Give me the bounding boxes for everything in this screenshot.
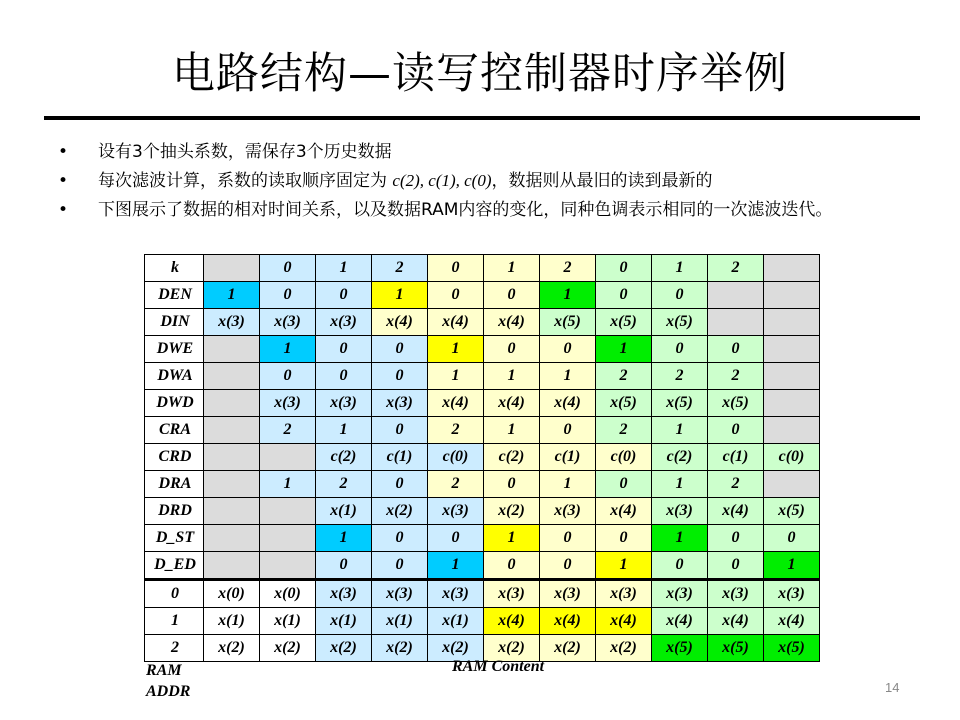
signal-cell: 2 (260, 417, 316, 444)
signal-label: D_ST (145, 525, 204, 552)
ram-cell: x(4) (652, 608, 708, 635)
signal-row (145, 282, 820, 309)
signal-cell (764, 363, 820, 390)
signal-cell: 1 (484, 525, 540, 552)
signal-cell: 1 (428, 552, 484, 580)
signal-cell (260, 525, 316, 552)
signal-row (145, 525, 820, 552)
signal-cell: x(5) (596, 309, 652, 336)
bullet-marker: • (58, 200, 69, 220)
signal-cell: x(3) (540, 498, 596, 525)
signal-row (145, 336, 820, 363)
ram-cell: x(1) (260, 608, 316, 635)
ram-cell: x(3) (708, 580, 764, 608)
signal-cell: c(0) (428, 444, 484, 471)
signal-label: DIN (145, 309, 204, 336)
signal-cell: 0 (260, 363, 316, 390)
bullet-list (56, 140, 896, 227)
signal-cell: 0 (260, 282, 316, 309)
signal-cell (764, 417, 820, 444)
signal-cell: 2 (596, 417, 652, 444)
ram-cell: x(3) (540, 580, 596, 608)
signal-cell (764, 255, 820, 282)
signal-cell: 1 (596, 552, 652, 580)
signal-cell: 1 (484, 417, 540, 444)
signal-cell: 0 (372, 471, 428, 498)
ram-cell: x(2) (428, 635, 484, 662)
signal-cell: 2 (652, 363, 708, 390)
signal-row (145, 255, 820, 282)
signal-cell: x(2) (372, 498, 428, 525)
ram-cell: x(0) (260, 580, 316, 608)
signal-cell: 2 (316, 471, 372, 498)
signal-cell: x(5) (596, 390, 652, 417)
signal-cell: c(2) (652, 444, 708, 471)
signal-cell: 1 (260, 336, 316, 363)
ram-cell: x(3) (484, 580, 540, 608)
signal-label: D_ED (145, 552, 204, 580)
signal-label: k (145, 255, 204, 282)
signal-cell: 0 (596, 282, 652, 309)
ram-addr-line-2: ADDR (146, 683, 191, 700)
signal-cell: c(1) (540, 444, 596, 471)
signal-label: DRA (145, 471, 204, 498)
ram-cell: x(0) (204, 580, 260, 608)
signal-cell: 0 (260, 255, 316, 282)
signal-cell: 1 (652, 471, 708, 498)
signal-cell: 1 (484, 255, 540, 282)
ram-cell: x(2) (596, 635, 652, 662)
signal-cell (764, 336, 820, 363)
signal-cell: x(4) (428, 390, 484, 417)
ram-row (145, 608, 820, 635)
signal-cell: 0 (484, 336, 540, 363)
ram-cell: x(5) (652, 635, 708, 662)
signal-label: CRD (145, 444, 204, 471)
ram-cell: x(5) (708, 635, 764, 662)
signal-cell: x(5) (708, 390, 764, 417)
ram-cell: x(2) (484, 635, 540, 662)
bullet-item (56, 198, 896, 222)
signal-label: DWA (145, 363, 204, 390)
signal-cell: 0 (540, 417, 596, 444)
signal-row (145, 363, 820, 390)
signal-cell: 2 (372, 255, 428, 282)
bullet-marker: • (58, 142, 69, 162)
signal-cell: 0 (708, 336, 764, 363)
signal-cell (260, 444, 316, 471)
signal-cell: 1 (204, 282, 260, 309)
ram-cell: x(3) (652, 580, 708, 608)
signal-row (145, 390, 820, 417)
signal-cell: 0 (540, 525, 596, 552)
signal-cell: 1 (372, 282, 428, 309)
signal-cell: 0 (428, 255, 484, 282)
signal-cell: 1 (540, 363, 596, 390)
signal-cell: 2 (708, 255, 764, 282)
signal-cell (204, 498, 260, 525)
ram-address-label: 2 (145, 635, 204, 662)
signal-cell: 0 (372, 336, 428, 363)
signal-cell: c(2) (484, 444, 540, 471)
signal-cell (204, 363, 260, 390)
signal-cell: x(3) (260, 309, 316, 336)
signal-cell: x(3) (652, 498, 708, 525)
signal-cell: 2 (708, 471, 764, 498)
signal-cell: x(4) (372, 309, 428, 336)
signal-cell: x(4) (708, 498, 764, 525)
signal-cell: 0 (372, 525, 428, 552)
signal-cell: c(0) (596, 444, 652, 471)
signal-cell: c(0) (764, 444, 820, 471)
signal-cell: 0 (428, 282, 484, 309)
ram-cell: x(2) (540, 635, 596, 662)
signal-label: DWE (145, 336, 204, 363)
signal-cell: 2 (596, 363, 652, 390)
signal-cell: 2 (708, 363, 764, 390)
signal-cell: 0 (708, 552, 764, 580)
signal-cell: x(3) (204, 309, 260, 336)
signal-cell: 0 (484, 282, 540, 309)
ram-cell: x(3) (428, 580, 484, 608)
ram-cell: x(2) (204, 635, 260, 662)
signal-cell: x(4) (484, 309, 540, 336)
ram-cell: x(4) (540, 608, 596, 635)
ram-cell: x(3) (596, 580, 652, 608)
signal-label: DEN (145, 282, 204, 309)
signal-cell: 1 (596, 336, 652, 363)
signal-cell: 1 (764, 552, 820, 580)
bullet-text (98, 140, 896, 164)
signal-cell: 0 (652, 552, 708, 580)
signal-cell: x(1) (316, 498, 372, 525)
signal-cell (204, 417, 260, 444)
signal-cell: 1 (540, 282, 596, 309)
bullet-item (56, 140, 896, 164)
signal-cell (764, 390, 820, 417)
signal-cell (708, 282, 764, 309)
signal-cell: x(2) (484, 498, 540, 525)
signal-cell: 1 (652, 255, 708, 282)
ram-cell: x(2) (372, 635, 428, 662)
signal-row (145, 309, 820, 336)
signal-cell: 1 (652, 525, 708, 552)
signal-cell: x(3) (372, 390, 428, 417)
signal-cell: 1 (316, 525, 372, 552)
bullet-text (98, 198, 896, 222)
coefficient-sequence: c(2), c(1), c(0) (392, 171, 492, 190)
signal-row (145, 552, 820, 580)
ram-cell: x(3) (764, 580, 820, 608)
signal-cell: 1 (260, 471, 316, 498)
ram-address-label: 1 (145, 608, 204, 635)
ram-cell: x(1) (372, 608, 428, 635)
ram-cell: x(2) (316, 635, 372, 662)
signal-cell: x(5) (652, 309, 708, 336)
signal-cell: 0 (428, 525, 484, 552)
signal-cell (204, 444, 260, 471)
signal-cell: 0 (652, 336, 708, 363)
signal-cell: 0 (596, 525, 652, 552)
signal-cell: 0 (540, 336, 596, 363)
signal-cell: 0 (540, 552, 596, 580)
signal-cell: 0 (372, 363, 428, 390)
bullet-item (56, 169, 896, 193)
signal-label: DWD (145, 390, 204, 417)
signal-cell: 0 (596, 471, 652, 498)
signal-cell: 0 (372, 417, 428, 444)
signal-label: DRD (145, 498, 204, 525)
timing-table (144, 254, 820, 662)
signal-cell: 1 (316, 417, 372, 444)
signal-cell: 0 (764, 525, 820, 552)
signal-cell: x(3) (428, 498, 484, 525)
signal-cell: x(4) (540, 390, 596, 417)
bullet-text-part: ，数据则从最旧的读到最新的 (491, 171, 713, 191)
signal-label: CRA (145, 417, 204, 444)
signal-cell: 1 (316, 255, 372, 282)
signal-cell: 0 (316, 552, 372, 580)
signal-cell: x(3) (316, 390, 372, 417)
signal-cell (204, 255, 260, 282)
signal-row (145, 417, 820, 444)
ram-cell: x(4) (764, 608, 820, 635)
signal-cell: 1 (540, 471, 596, 498)
signal-cell: 2 (540, 255, 596, 282)
signal-cell (204, 552, 260, 580)
ram-cell: x(4) (484, 608, 540, 635)
signal-cell: x(5) (764, 498, 820, 525)
bullet-text-part: 每次滤波计算，系数的读取顺序固定为 (98, 171, 393, 191)
signal-cell: x(4) (596, 498, 652, 525)
ram-addr-line-1: RAM (146, 662, 182, 679)
signal-cell: 2 (428, 471, 484, 498)
signal-cell: 1 (484, 363, 540, 390)
signal-cell: x(4) (428, 309, 484, 336)
signal-cell (764, 309, 820, 336)
signal-cell (260, 552, 316, 580)
signal-cell: 0 (708, 525, 764, 552)
signal-cell: 0 (372, 552, 428, 580)
signal-cell (764, 471, 820, 498)
signal-cell (204, 525, 260, 552)
signal-row (145, 498, 820, 525)
signal-cell: 0 (484, 471, 540, 498)
ram-content-label: RAM Content (452, 658, 545, 675)
signal-cell: 0 (484, 552, 540, 580)
signal-cell: x(3) (316, 309, 372, 336)
ram-cell: x(1) (316, 608, 372, 635)
signal-cell: 0 (596, 255, 652, 282)
ram-cell: x(4) (708, 608, 764, 635)
page-number: 14 (885, 680, 900, 695)
signal-cell (204, 471, 260, 498)
signal-cell (204, 336, 260, 363)
signal-row (145, 471, 820, 498)
signal-cell: 1 (428, 336, 484, 363)
signal-cell: x(5) (652, 390, 708, 417)
title-divider (44, 116, 920, 120)
signal-cell: c(1) (708, 444, 764, 471)
signal-cell (260, 498, 316, 525)
bullet-text (98, 169, 896, 193)
signal-row (145, 444, 820, 471)
signal-cell: 1 (652, 417, 708, 444)
ram-cell: x(3) (316, 580, 372, 608)
signal-cell: 2 (428, 417, 484, 444)
ram-cell: x(4) (596, 608, 652, 635)
ram-cell: x(2) (260, 635, 316, 662)
bullet-marker: • (58, 171, 69, 191)
ram-row (145, 580, 820, 608)
slide-title: 电路结构—读写控制器时序举例 (172, 49, 788, 99)
ram-cell: x(5) (764, 635, 820, 662)
signal-cell: c(1) (372, 444, 428, 471)
signal-cell (708, 309, 764, 336)
signal-cell: 0 (708, 417, 764, 444)
signal-cell: x(4) (484, 390, 540, 417)
signal-cell: c(2) (316, 444, 372, 471)
signal-cell: 0 (316, 282, 372, 309)
ram-addr-label (146, 660, 226, 702)
ram-address-label: 0 (145, 580, 204, 608)
signal-cell: 0 (652, 282, 708, 309)
signal-cell: x(3) (260, 390, 316, 417)
signal-cell (204, 390, 260, 417)
bullet-text-part: 下图展示了数据的相对时间关系，以及数据RAM内容的变化，同种色调表示相同的一次滤波迭代。 (98, 200, 833, 220)
signal-cell: x(5) (540, 309, 596, 336)
signal-cell: 0 (316, 336, 372, 363)
signal-cell (764, 282, 820, 309)
signal-cell: 0 (316, 363, 372, 390)
ram-cell: x(1) (428, 608, 484, 635)
bullet-text-part: 设有3个抽头系数，需保存3个历史数据 (98, 142, 392, 162)
ram-cell: x(3) (372, 580, 428, 608)
ram-cell: x(1) (204, 608, 260, 635)
signal-cell: 1 (428, 363, 484, 390)
